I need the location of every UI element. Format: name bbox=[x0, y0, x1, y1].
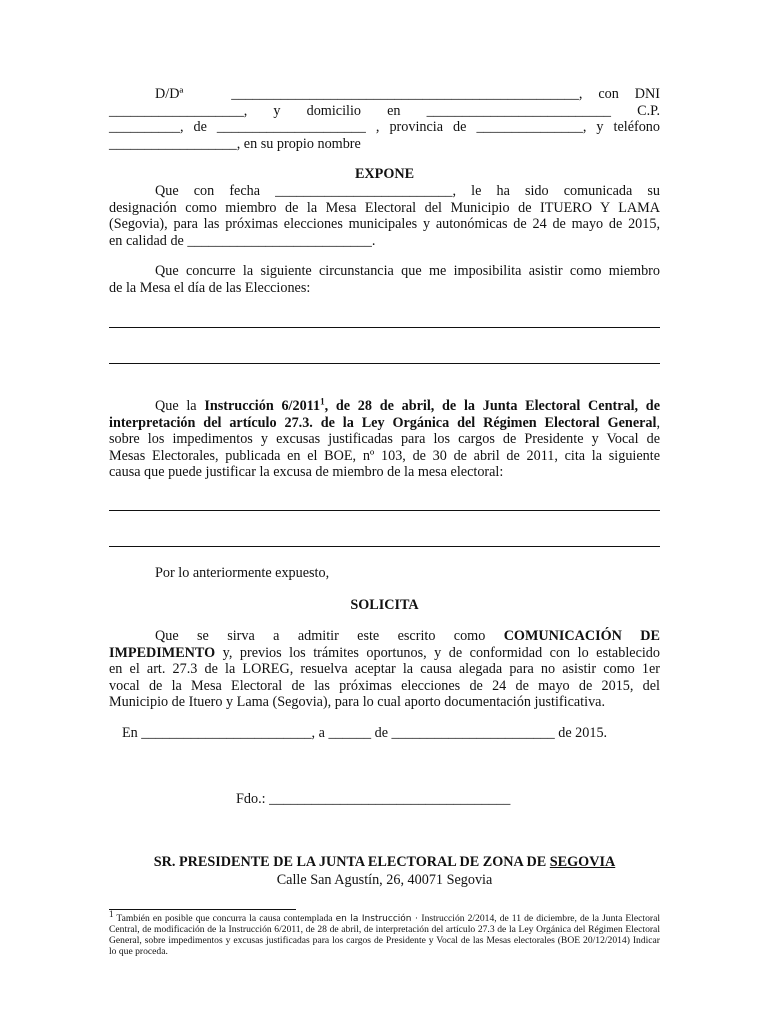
date-line bbox=[122, 725, 662, 742]
instruccion-line-3: sobre los impedimentos y excusas justificadas para los cargos de Presidente y Vocal de bbox=[109, 431, 660, 448]
place-date-fill: En ________________________, a ______ de _______________________ de 2015. bbox=[122, 725, 608, 741]
instruccion-title: interpretación del artículo 27.3. de la Ley Orgánica del Régimen Electoral General bbox=[109, 414, 657, 431]
expuesto-text: Por lo anteriormente expuesto, bbox=[155, 565, 330, 581]
instruccion-date: , de 28 de abril, de la Junta Electoral Central, de bbox=[324, 398, 660, 414]
cause-line-2 bbox=[109, 546, 660, 547]
instruccion-line-4: Mesas Electorales, publicada en el BOE, nº 103, de 30 de abril de 2011, cita la siguiente bbox=[109, 447, 660, 464]
header-line-4: __________________, en su propio nombre bbox=[109, 135, 361, 152]
cause-line-1 bbox=[109, 510, 660, 511]
expone-line-4: en calidad de __________________________. bbox=[109, 232, 376, 249]
solicita-text-2: y, previos los trámites oportunos, y de conformidad con lo establecido bbox=[215, 644, 660, 661]
solicita-line-5: Municipio de Ituero y Lama (Segovia), para lo cual aporto documentación justificativa. bbox=[109, 694, 606, 711]
instruccion-comma: , bbox=[656, 414, 660, 431]
addressee-city: SEGOVIA bbox=[549, 854, 616, 870]
instruccion-line-5: causa que puede justificar la excusa de miembro de la mesa electoral: bbox=[109, 464, 504, 481]
footnote-separator bbox=[109, 909, 296, 910]
solicita-line-4: vocal de la Mesa Electoral de las próximas elecciones de 24 de mayo de 2015, del bbox=[109, 677, 660, 694]
expone-heading: EXPONE bbox=[354, 166, 415, 182]
expone-line-2: designación como miembro de la Mesa Electoral del Municipio de ITUERO Y LAMA bbox=[109, 199, 660, 216]
footnote bbox=[109, 909, 660, 957]
expone-line-1: Que con fecha _________________________, le ha sido comunicada su bbox=[155, 183, 660, 199]
instruccion-text: Que la bbox=[155, 398, 205, 414]
signature-line bbox=[236, 791, 556, 808]
solicita-line-1 bbox=[109, 628, 660, 645]
comunicacion-label: COMUNICACIÓN DE bbox=[503, 628, 660, 644]
addressee-title bbox=[109, 854, 660, 871]
header-line-2: ___________________, y domicilio en __________________________ C.P. bbox=[109, 102, 660, 119]
solicita-heading: SOLICITA bbox=[350, 597, 419, 613]
header-line-3: __________, de _____________________ , provincia de _______________, y teléfono bbox=[109, 119, 660, 136]
instruccion-line-2 bbox=[109, 415, 660, 432]
footnote-text-c: Instrucción 2/2014, de 11 de diciembre, de la Junta Electoral Central, de modificación de la Instrucción 6/2011, de 28 de abril, de interpretación del artículo 27.3 de la Ley Orgánica del Régimen Electoral General, sobre impedimentos y excusas justificadas para los cargos de Presidente y Vocal de las Mesas electorales (BOE 20/12/2014) Indicar lo que proceda. bbox=[109, 913, 660, 957]
instruccion-paragraph bbox=[109, 398, 660, 481]
signature-fill: Fdo.: __________________________________ bbox=[236, 791, 511, 807]
circumstance-line-1: Que concurre la siguiente circunstancia que me imposibilita asistir como miembro bbox=[155, 263, 660, 279]
impedimento-label: IMPEDIMENTO bbox=[109, 644, 216, 661]
dd-label: D/Dª bbox=[155, 86, 184, 102]
footnote-text-a: También en posible que concurra la causa contemplada bbox=[113, 913, 336, 925]
dni-label: , con DNI bbox=[578, 86, 661, 102]
footnote-ref: 1 bbox=[320, 396, 325, 407]
answer-line-2 bbox=[109, 363, 660, 364]
solicita-line-3: en el art. 27.3 de la LOREG, resuelva aceptar la causa alegada para no asistir como 1er bbox=[109, 661, 660, 678]
name-blank: _________________________________________________ bbox=[231, 86, 579, 102]
expone-paragraph-1 bbox=[109, 183, 660, 249]
expone-line-3: (Segovia), para las próximas elecciones municipales y autonómicas de 24 de mayo de 2015, bbox=[109, 216, 660, 233]
footnote-mark: 1 bbox=[109, 909, 114, 919]
instruccion-line-1 bbox=[109, 398, 660, 415]
instruccion-ref: Instrucción 6/2011 bbox=[204, 398, 321, 414]
solicita-text: Que se sirva a admitir este escrito como bbox=[155, 628, 504, 644]
footnote-text-b: en la Instrucción · bbox=[335, 914, 422, 925]
expone-paragraph-2 bbox=[109, 263, 660, 296]
solicita-line-2 bbox=[109, 645, 660, 662]
header-line-1 bbox=[109, 86, 660, 103]
addressee-title-text: SR. PRESIDENTE DE LA JUNTA ELECTORAL DE ZONA DE bbox=[153, 854, 550, 870]
solicita-paragraph bbox=[109, 628, 660, 711]
answer-line-1 bbox=[109, 327, 660, 328]
applicant-data bbox=[109, 86, 660, 152]
addressee-address: Calle San Agustín, 26, 40071 Segovia bbox=[276, 872, 493, 888]
expuesto-line bbox=[109, 565, 660, 582]
circumstance-line-2: de la Mesa el día de las Elecciones: bbox=[109, 279, 311, 296]
